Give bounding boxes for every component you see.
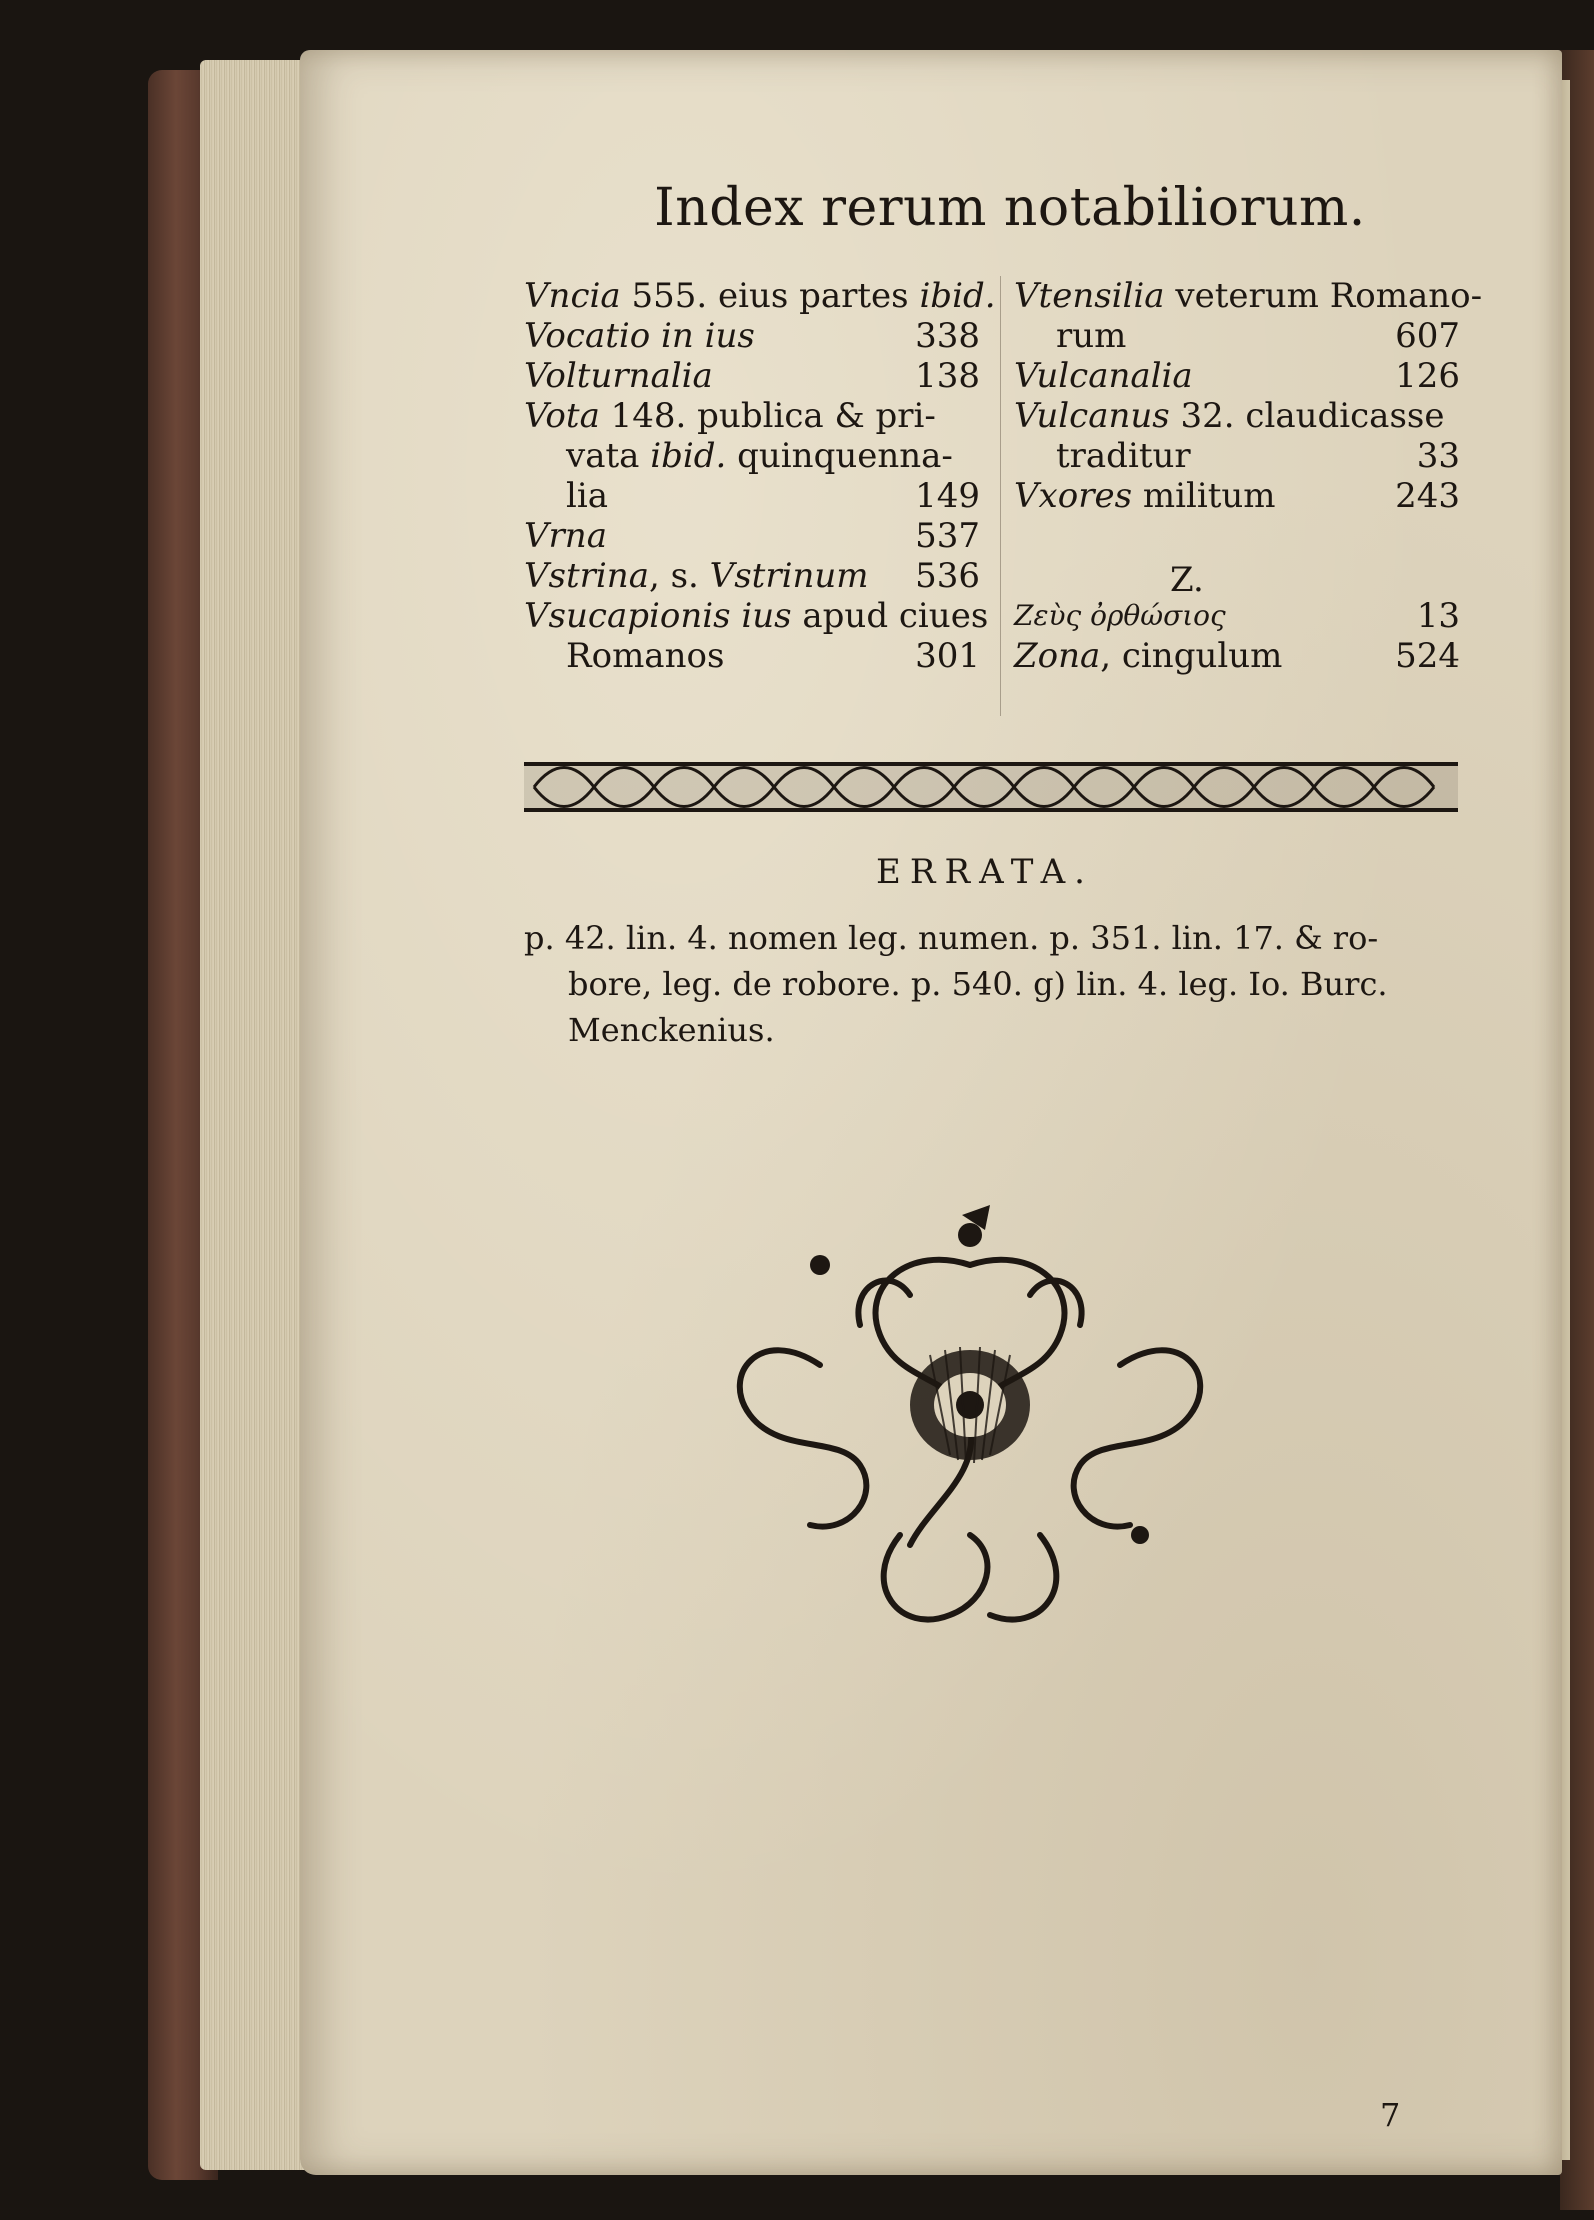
index-entry: Vsucapionis ius apud ciues xyxy=(524,596,989,636)
section-gap xyxy=(1014,516,1460,596)
index-entry: Vocatio in ius 338 xyxy=(524,316,980,356)
page-title: Index rerum notabiliorum. xyxy=(654,178,1366,238)
column-divider xyxy=(1000,276,1001,716)
ornament-band xyxy=(524,756,1458,818)
section-heading-z: Z. xyxy=(1170,560,1204,600)
index-entry: Vstrina, s. Vstrinum 536 xyxy=(524,556,980,596)
errata-line: Menckenius. xyxy=(568,1011,775,1049)
index-entry: Vulcanalia 126 xyxy=(1014,356,1460,396)
index-right-column xyxy=(1014,276,1483,676)
index-entry: Vxores militum 243 xyxy=(1014,476,1460,516)
index-entry-continuation: lia 149 xyxy=(566,476,980,516)
errata-line: p. 42. lin. 4. nomen leg. numen. p. 351. lin. 17. & ro- xyxy=(524,919,1379,957)
index-entry: Volturnalia 138 xyxy=(524,356,980,396)
index-entry-continuation: rum 607 xyxy=(1056,316,1460,356)
index-left-column xyxy=(524,276,996,676)
index-entry: Vncia 555. eius partes ibid. xyxy=(524,276,996,316)
index-entry: Zona, cingulum 524 xyxy=(1014,636,1460,676)
index-entry-continuation: Romanos 301 xyxy=(566,636,980,676)
signature-mark: 7 xyxy=(1380,2096,1401,2134)
index-entry-continuation: traditur 33 xyxy=(1056,436,1460,476)
index-entry: Vrna 537 xyxy=(524,516,980,556)
errata-line: bore, leg. de robore. p. 540. g) lin. 4. leg. Io. Burc. xyxy=(568,965,1388,1003)
index-entry-continuation: vata ibid. quinquenna- xyxy=(566,436,953,476)
index-entry: Vtensilia veterum Romano- xyxy=(1014,276,1483,316)
index-entry: Vulcanus 32. claudicasse xyxy=(1014,396,1445,436)
index-entry: Vota 148. publica & pri- xyxy=(524,396,936,436)
decorative-vignette xyxy=(700,1205,1240,1675)
errata-text xyxy=(524,915,1464,1053)
errata-heading: ERRATA. xyxy=(876,852,1094,892)
index-entry: Ζεὺς ὀρθώσιος 13 xyxy=(1014,596,1460,636)
